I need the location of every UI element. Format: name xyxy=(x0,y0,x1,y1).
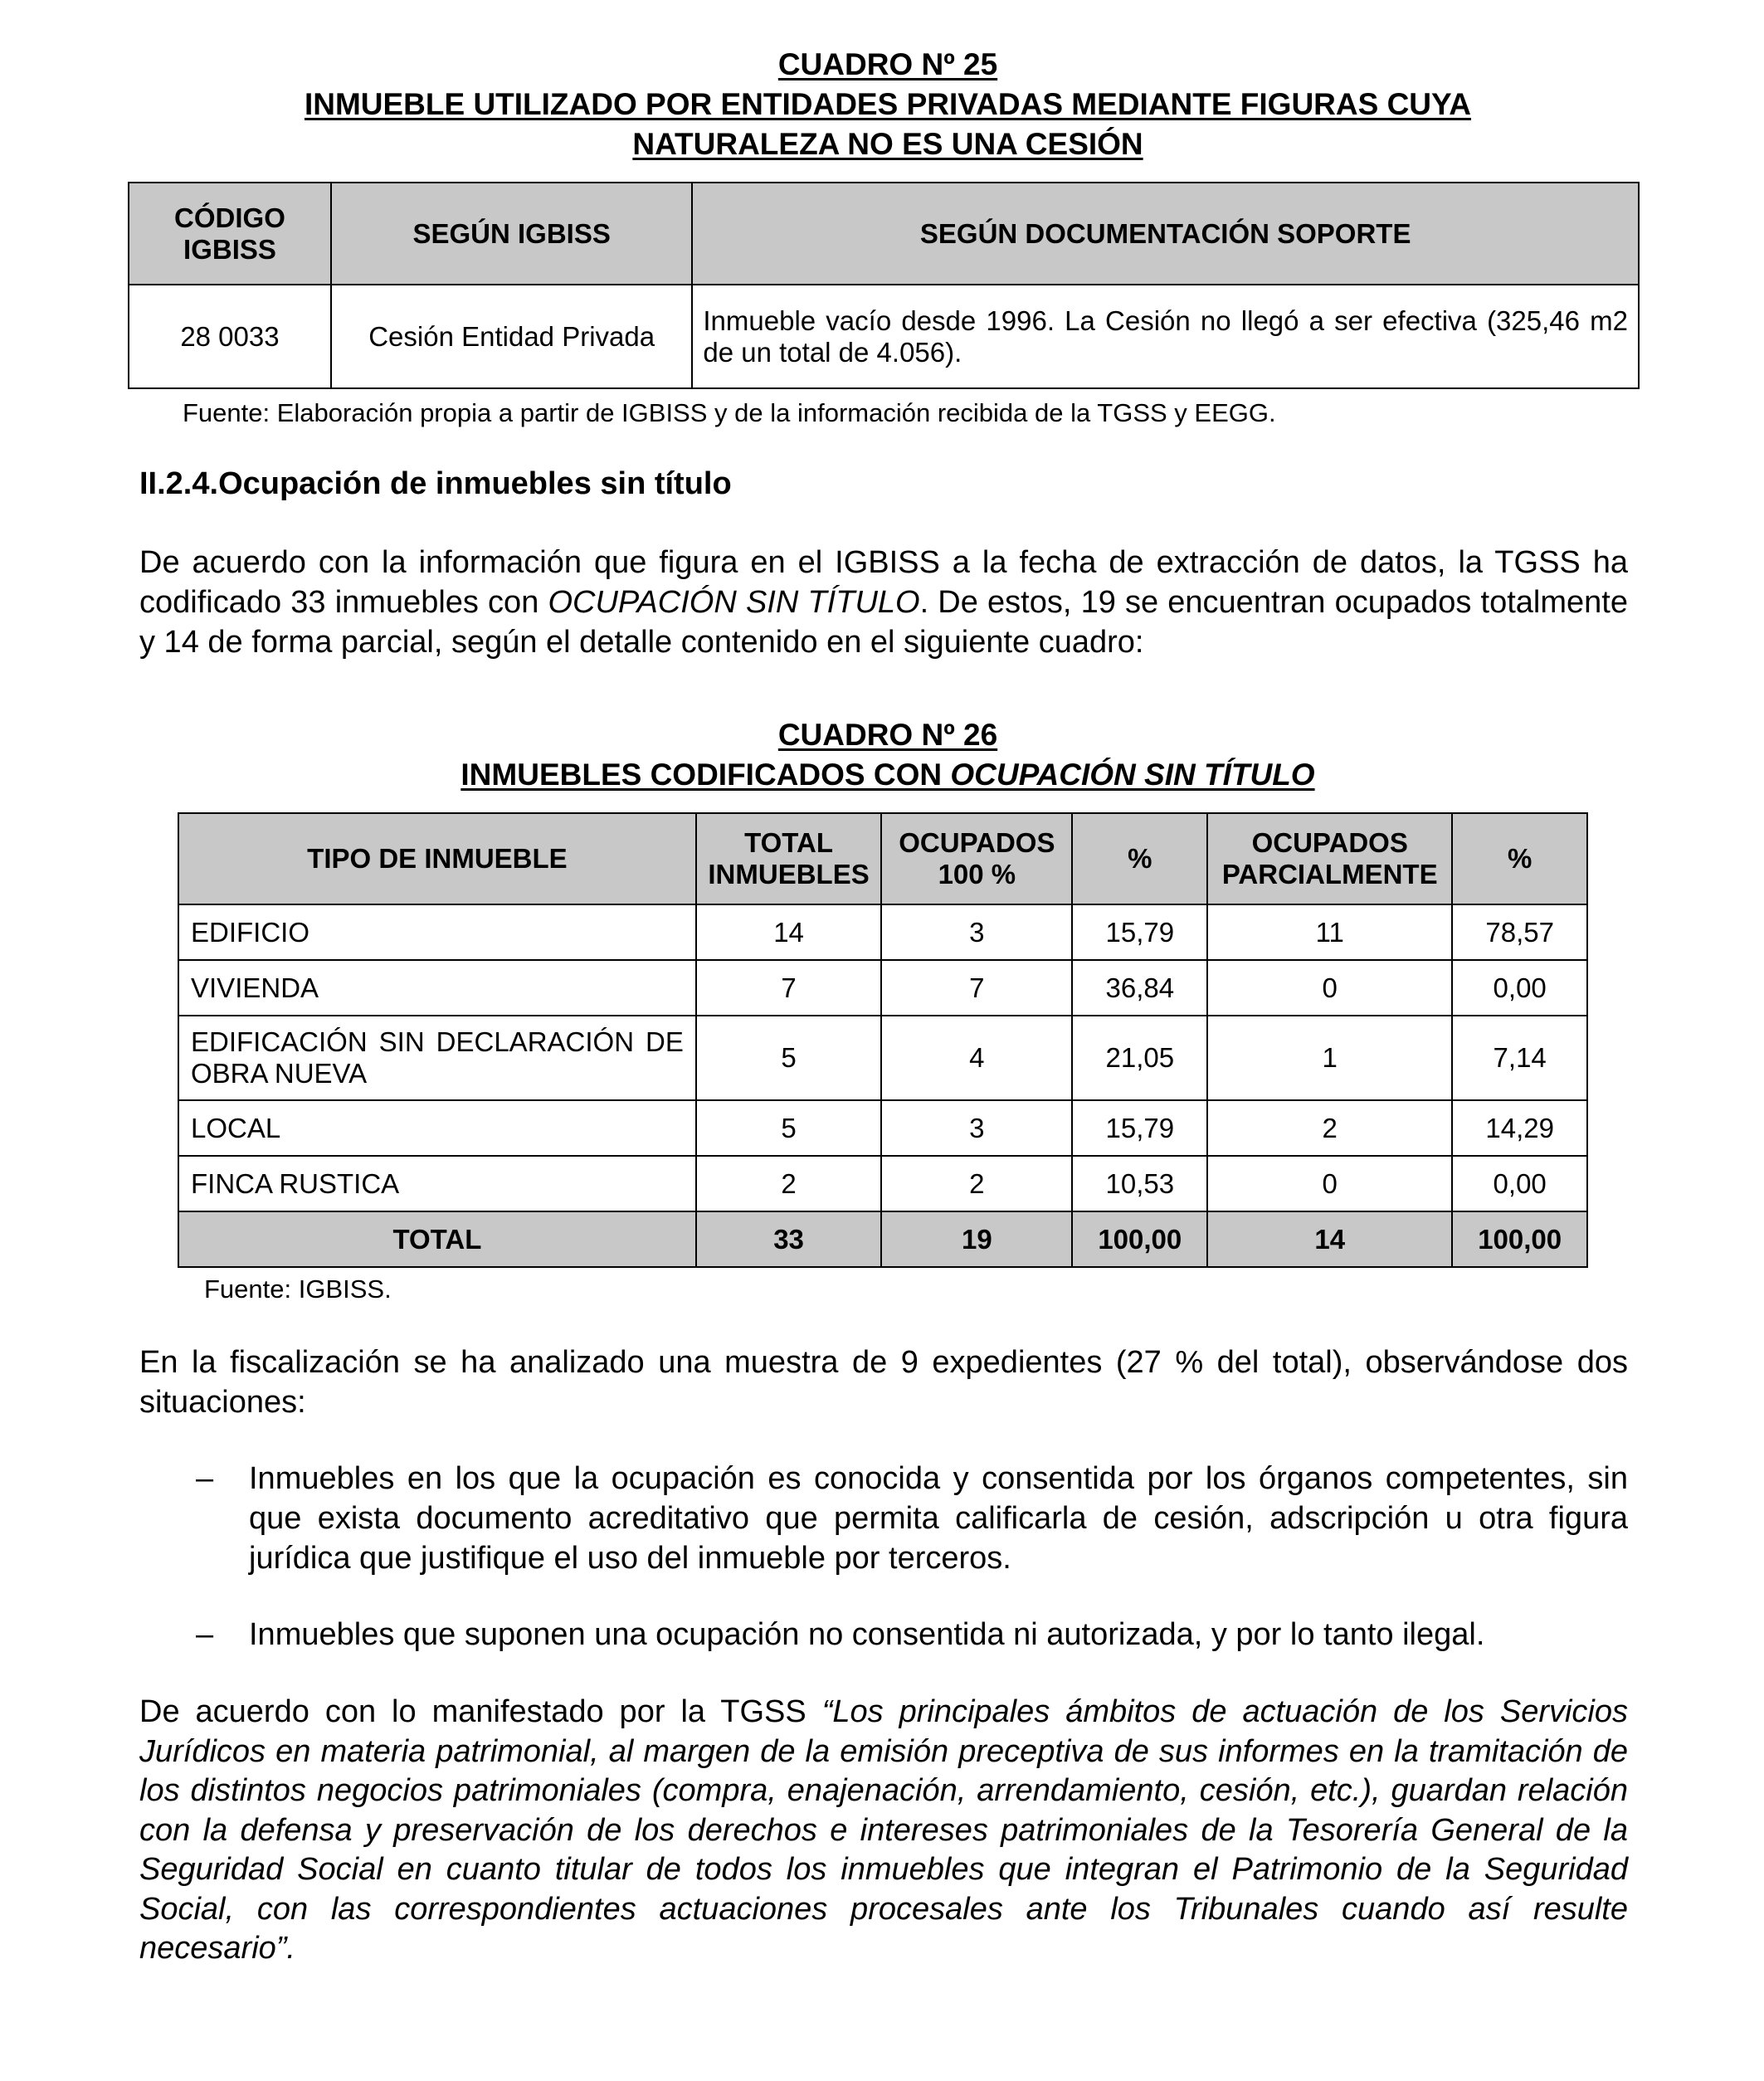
cuadro-26-table xyxy=(178,812,1588,1268)
cell-tipo: LOCAL xyxy=(178,1100,696,1156)
table-row xyxy=(178,1100,1587,1156)
paragraph-1-text-b: . De estos, 19 se encuentran ocupados totalmente y 14 de forma parcial, según el detalle contenido en el siguiente cuadro: xyxy=(139,585,1628,660)
cell-pct: 14,29 xyxy=(1452,1100,1587,1156)
cuadro-25-title xyxy=(133,45,1643,164)
cell-pct: 100,00 xyxy=(1072,1211,1207,1267)
bullet-marker: – xyxy=(196,1461,214,1496)
paragraph-3 xyxy=(139,1693,1628,1969)
cell-pct: 78,57 xyxy=(1452,904,1587,960)
cell-total: 5 xyxy=(696,1016,881,1100)
header-total: TOTAL INMUEBLES xyxy=(696,813,881,904)
section-heading xyxy=(139,466,732,502)
table-header-row xyxy=(129,183,1639,285)
cuadro-25-source: Fuente: Elaboración propia a partir de IGBISS y de la información recibida de la TGSS y EEGG. xyxy=(183,398,1276,427)
cell-pct: 21,05 xyxy=(1072,1016,1207,1100)
header-tipo: TIPO DE INMUEBLE xyxy=(178,813,696,904)
cell-pct: 15,79 xyxy=(1072,1100,1207,1156)
cuadro-26-title-plain: INMUEBLES CODIFICADOS CON xyxy=(460,758,951,792)
cell-pct: 100,00 xyxy=(1452,1211,1587,1267)
paragraph-3-quote: “Los principales ámbitos de actuación de los Servicios Jurídicos en materia patrimonial, al margen de la emisión preceptiva de sus informes en la tramitación de los distintos negocios patrimoniales (compra, enajenación, arrendamiento, cesión, etc.), guardan relación con la defensa y preservación de los derechos e intereses patrimoniales de la Tesorería General de la Seguridad Social en cuanto titular de todos los inmuebles que integran el Patrimonio de la Seguridad Social, con las correspondientes actuaciones procesales ante los Tribunales cuando así resulte necesario” xyxy=(139,1694,1628,1966)
cell-parcial: 11 xyxy=(1207,904,1452,960)
cell-segun-igbiss: Cesión Entidad Privada xyxy=(331,285,692,388)
cuadro-26-source: Fuente: IGBISS. xyxy=(204,1274,392,1304)
cell-tipo: VIVIENDA xyxy=(178,960,696,1016)
cuadro-26-number: CUADRO Nº 26 xyxy=(777,718,998,752)
cell-parcial: 14 xyxy=(1207,1211,1452,1267)
cell-tipo: FINCA RUSTICA xyxy=(178,1156,696,1211)
cell-segun-doc: Inmueble vacío desde 1996. La Cesión no llegó a ser efectiva (325,46 m2 de un total de 4.056). xyxy=(692,285,1639,388)
cell-pct: 0,00 xyxy=(1452,1156,1587,1211)
table-row xyxy=(178,904,1587,960)
cell-pct: 7,14 xyxy=(1452,1016,1587,1100)
cell-total: 33 xyxy=(696,1211,881,1267)
cell-ocupados: 7 xyxy=(881,960,1072,1016)
cell-parcial: 1 xyxy=(1207,1016,1452,1100)
cell-pct: 10,53 xyxy=(1072,1156,1207,1211)
cell-tipo: EDIFICIO xyxy=(178,904,696,960)
cuadro-26-title-italic: OCUPACIÓN SIN TÍTULO xyxy=(950,758,1315,792)
table-row xyxy=(178,960,1587,1016)
cell-parcial: 0 xyxy=(1207,1156,1452,1211)
cell-total-label: TOTAL xyxy=(178,1211,696,1267)
table-row xyxy=(178,1016,1587,1100)
cell-pct: 0,00 xyxy=(1452,960,1587,1016)
paragraph-2: En la fiscalización se ha analizado una muestra de 9 expedientes (27 % del total), observándose dos situaciones: xyxy=(139,1345,1628,1420)
paragraph-1-italic: OCUPACIÓN SIN TÍTULO xyxy=(548,585,920,620)
cell-pct: 36,84 xyxy=(1072,960,1207,1016)
cell-total: 7 xyxy=(696,960,881,1016)
paragraph-1-text-a: De acuerdo con la información que figura en el IGBISS a la fecha de extracción de datos, la TGSS ha codificado 33 inmuebles con xyxy=(139,545,1628,620)
cell-ocupados: 4 xyxy=(881,1016,1072,1100)
bullet-marker: – xyxy=(196,1617,214,1652)
header-pct-1: % xyxy=(1072,813,1207,904)
bullet-item-1: Inmuebles en los que la ocupación es conocida y consentida por los órganos competentes, sin que exista documento acreditativo que permita calificarla de cesión, adscripción u otra figura jurídica que justifique el uso del inmueble por terceros. xyxy=(249,1461,1628,1576)
cell-tipo: EDIFICACIÓN SIN DECLARACIÓN DE OBRA NUEVA xyxy=(178,1016,696,1100)
cell-ocupados: 3 xyxy=(881,1100,1072,1156)
paragraph-1 xyxy=(139,543,1628,662)
table-header-row xyxy=(178,813,1587,904)
cuadro-25-title-line1: INMUEBLE UTILIZADO POR ENTIDADES PRIVADAS MEDIANTE FIGURAS CUYA xyxy=(304,87,1472,121)
table-total-row xyxy=(178,1211,1587,1267)
header-codigo: CÓDIGO IGBISS xyxy=(129,183,331,285)
cuadro-26-title xyxy=(133,715,1643,795)
section-title: Ocupación de inmuebles sin título xyxy=(218,466,732,501)
header-pct-2: % xyxy=(1452,813,1587,904)
section-number: II.2.4. xyxy=(139,466,219,501)
header-ocupados-parcial: OCUPADOS PARCIALMENTE xyxy=(1207,813,1452,904)
cell-ocupados: 19 xyxy=(881,1211,1072,1267)
header-segun-doc: SEGÚN DOCUMENTACIÓN SOPORTE xyxy=(692,183,1639,285)
bullet-item-2: Inmuebles que suponen una ocupación no consentida ni autorizada, y por lo tanto ilegal. xyxy=(249,1617,1485,1652)
cell-codigo: 28 0033 xyxy=(129,285,331,388)
cuadro-25-title-line2: NATURALEZA NO ES UNA CESIÓN xyxy=(632,127,1143,161)
table-row xyxy=(129,285,1639,388)
paragraph-3-text: De acuerdo con lo manifestado por la TGSS xyxy=(139,1694,822,1729)
cell-parcial: 0 xyxy=(1207,960,1452,1016)
cell-parcial: 2 xyxy=(1207,1100,1452,1156)
table-row xyxy=(178,1156,1587,1211)
paragraph-3-end: . xyxy=(286,1931,295,1966)
cell-total: 2 xyxy=(696,1156,881,1211)
cell-pct: 15,79 xyxy=(1072,904,1207,960)
cell-total: 14 xyxy=(696,904,881,960)
cell-total: 5 xyxy=(696,1100,881,1156)
cuadro-25-number: CUADRO Nº 25 xyxy=(777,47,998,81)
cuadro-25-table xyxy=(128,182,1640,389)
header-segun-igbiss: SEGÚN IGBISS xyxy=(331,183,692,285)
cuadro-26-title-line xyxy=(460,758,1314,792)
header-ocupados-100: OCUPADOS 100 % xyxy=(881,813,1072,904)
cell-ocupados: 3 xyxy=(881,904,1072,960)
cell-ocupados: 2 xyxy=(881,1156,1072,1211)
